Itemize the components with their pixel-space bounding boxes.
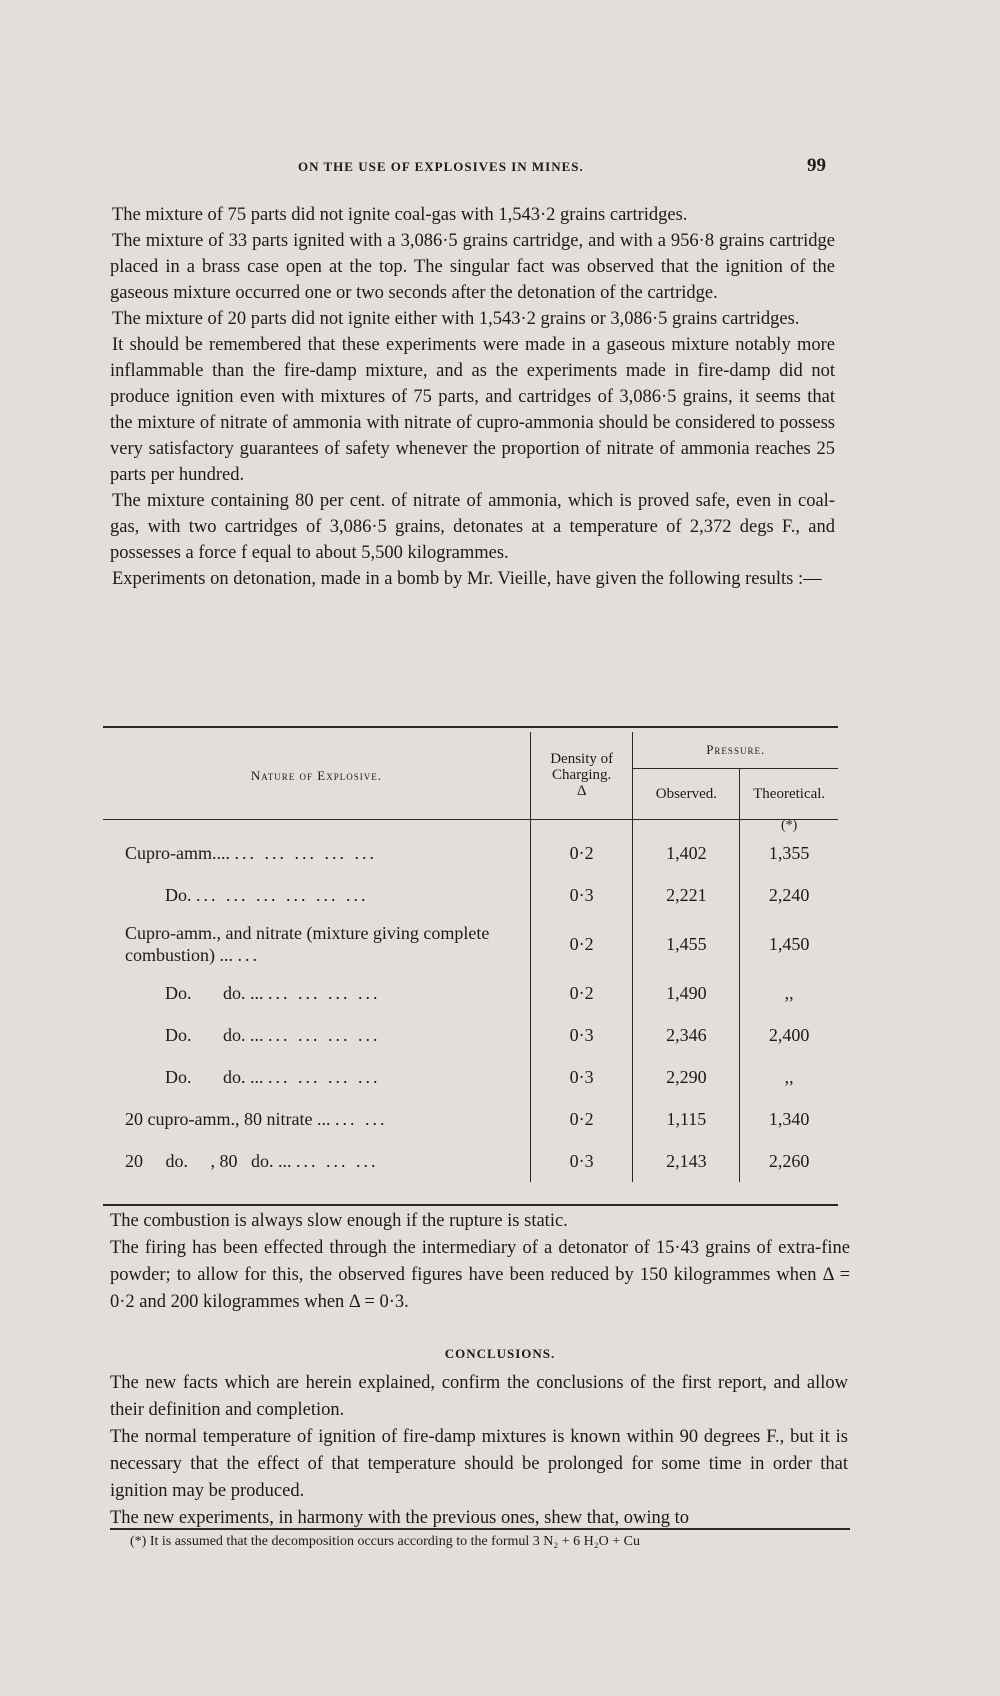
- nature-cell: Do.: [165, 884, 192, 905]
- running-title: ON THE USE OF EXPLOSIVES IN MINES.: [298, 159, 584, 174]
- table-top-rule: [103, 726, 838, 728]
- page-number: 99: [807, 155, 826, 176]
- conclusions-text: [110, 1370, 848, 1532]
- header-observed: Observed.: [633, 769, 740, 820]
- density-cell: 0·3: [530, 1014, 633, 1056]
- leader-dots: ... ... ... ... ... ...: [196, 884, 369, 905]
- nature-cell: 20 do. , 80 do. ...: [125, 1150, 292, 1171]
- density-cell: 0·3: [530, 1140, 633, 1182]
- observed-cell: 2,290: [633, 1056, 740, 1098]
- paragraph: The firing has been effected through the intermediary of a detonator of 15·43 grains of extra-fine powder; to allow for this, the observed figures have been reduced by 150 kilogrammes when Δ = 0·2 and 200 kilogrammes when Δ = 0·3.: [110, 1238, 850, 1312]
- leader-dots: ... ... ... ...: [268, 982, 381, 1003]
- density-cell: 0·2: [530, 972, 633, 1014]
- density-cell: 0·2: [530, 832, 633, 874]
- header-density: [530, 732, 633, 820]
- paragraph: The combustion is always slow enough if the rupture is static.: [110, 1211, 568, 1231]
- observed-cell: 1,490: [633, 972, 740, 1014]
- paragraph: The new facts which are herein explained, confirm the conclusions of the first report, and allow their definition and completion.: [110, 1373, 848, 1420]
- density-cell: 0·3: [530, 1056, 633, 1098]
- table-row: [103, 1098, 838, 1140]
- observed-cell: 1,402: [633, 832, 740, 874]
- header-theoretical: Theoretical.: [753, 785, 826, 802]
- nature-cell: Cupro-amm., and nitrate (mixture giving complete combustion) ...: [125, 923, 490, 965]
- table-row: [103, 874, 838, 916]
- table-row: [103, 972, 838, 1014]
- theoretical-note-marker: (*): [781, 818, 798, 833]
- leader-dots: ... ... ... ... ...: [234, 842, 377, 863]
- header-pressure: Pressure.: [633, 732, 838, 769]
- leader-dots: ... ... ... ...: [268, 1066, 381, 1087]
- theoretical-cell: 1,340: [768, 1108, 810, 1129]
- table-row: [103, 916, 838, 972]
- paragraph: The normal temperature of ignition of fire-damp mixtures is known within 90 degrees F., but it is necessary that the effect of that temperature should be prolonged for some time in order that ignition may be produced.: [110, 1427, 848, 1501]
- page-header: [0, 155, 1000, 183]
- theoretical-cell: ,,: [784, 1066, 794, 1087]
- after-table-text: [110, 1208, 850, 1316]
- table-bottom-rule: [103, 1204, 838, 1206]
- leader-dots: ... ...: [334, 1108, 388, 1129]
- density-cell: 0·3: [530, 874, 633, 916]
- density-cell: 0·2: [530, 916, 633, 972]
- results-table: [103, 732, 838, 1182]
- density-cell: 0·2: [530, 1098, 633, 1140]
- theoretical-cell: 2,240: [768, 884, 810, 905]
- paragraph: The mixture of 75 parts did not ignite coal-gas with 1,543·2 grains cartridges.: [112, 205, 688, 225]
- leader-dots: ... ... ... ...: [268, 1024, 381, 1045]
- nature-cell: Do. do. ...: [165, 1066, 264, 1087]
- theoretical-cell: 2,400: [768, 1024, 810, 1045]
- table-row: [103, 1140, 838, 1182]
- table-row: [103, 1014, 838, 1056]
- paragraph: It should be remembered that these experiments were made in a gaseous mixture notably more inflammable than the fire-damp mixture, and as the experiments made in fire-damp did not produce ignition even with mixtures of 75 parts, and cartridges of 3,086·5 grains, it seems that the mixture of nitrate of ammonia with nitrate of cupro-ammonia should be considered to possess very satisfactory guarantees of safety whenever the proportion of nitrate of ammonia reaches 25 parts per hundred.: [110, 335, 835, 485]
- paragraph: The new experiments, in harmony with the previous ones, shew that, owing to: [110, 1508, 690, 1528]
- observed-cell: 1,115: [633, 1098, 740, 1140]
- theoretical-cell: 2,260: [768, 1150, 810, 1171]
- footnote: (*) It is assumed that the decomposition occurs according to the formul 3 N₂ + 6 H₂O + Cu: [130, 1534, 641, 1549]
- section-heading-conclusions: CONCLUSIONS.: [444, 1346, 556, 1361]
- table-row: [103, 832, 838, 874]
- nature-cell: Do. do. ...: [165, 1024, 264, 1045]
- nature-cell: Do. do. ...: [165, 982, 264, 1003]
- observed-cell: 2,221: [633, 874, 740, 916]
- header-density-label: Density of Charging.: [550, 751, 614, 783]
- theoretical-cell: 1,450: [768, 933, 810, 954]
- table-row: [103, 1056, 838, 1098]
- observed-cell: 2,143: [633, 1140, 740, 1182]
- footnote-rule: [110, 1528, 850, 1530]
- paragraph: The mixture of 20 parts did not ignite either with 1,543·2 grains or 3,086·5 grains cartridges.: [112, 309, 800, 329]
- paragraph: The mixture of 33 parts ignited with a 3,086·5 grains cartridge, and with a 956·8 grains cartridge placed in a brass case open at the top. The singular fact was observed that the ignition of the gaseous mixture occurred one or two seconds after the detonation of the cartridge.: [110, 231, 835, 303]
- nature-cell: Cupro-amm....: [125, 842, 230, 863]
- theoretical-cell: 1,355: [768, 842, 810, 863]
- leader-dots: ... ... ...: [296, 1150, 379, 1171]
- nature-cell: 20 cupro-amm., 80 nitrate ...: [125, 1108, 331, 1129]
- theoretical-cell: ,,: [784, 982, 794, 1003]
- header-nature: Nature of Explosive.: [103, 732, 530, 820]
- leader-dots: ...: [237, 945, 260, 965]
- paragraph: The mixture containing 80 per cent. of nitrate of ammonia, which is proved safe, even in coal-gas, with two cartridges of 3,086·5 grains, detonates at a temperature of 2,372 degs F., and possesses a force f equal to about 5,500 kilogrammes.: [110, 491, 835, 563]
- observed-cell: 1,455: [633, 916, 740, 972]
- body-text: [110, 202, 835, 592]
- observed-cell: 2,346: [633, 1014, 740, 1056]
- paragraph: Experiments on detonation, made in a bomb by Mr. Vieille, have given the following results :—: [112, 569, 822, 589]
- header-density-symbol: Δ: [576, 783, 587, 799]
